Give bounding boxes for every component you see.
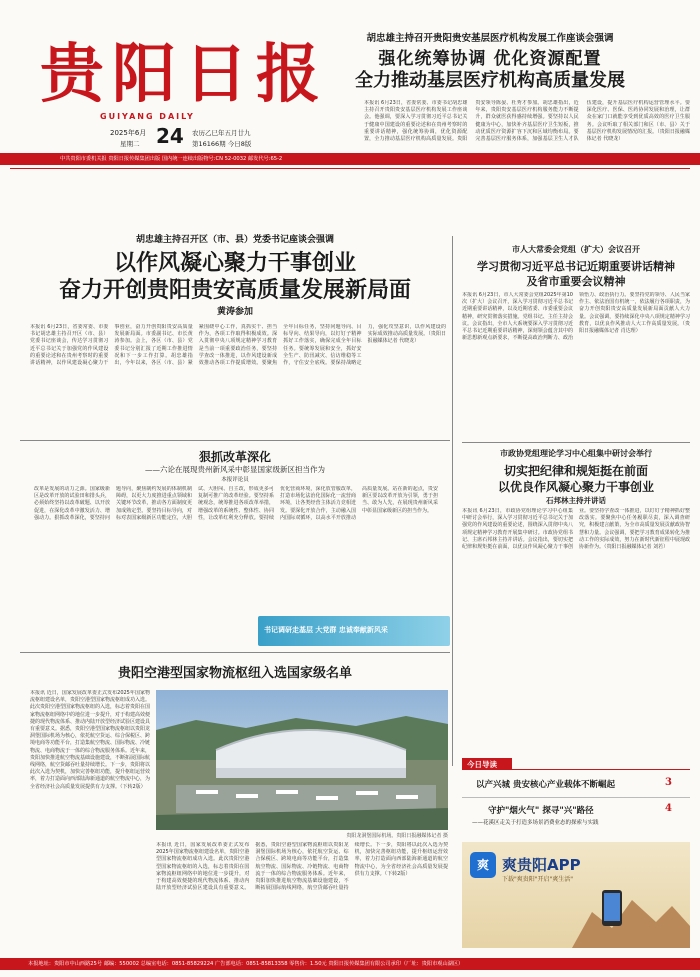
lead-story-sub: 黄涛参加 [216,307,253,317]
airport-photo-image [156,690,448,830]
divider [10,168,690,169]
masthead-issue: 第16166期 今日8版 [192,140,252,148]
right-story1-kicker: 市人大常委会党组（扩大）会议召开 [512,245,640,254]
lead-story-headline1: 以作风凝心聚力干事创业 [113,251,356,276]
guide-item-2-page: 4 [665,803,672,814]
commentary-body: 改革是发展的动力之源。国家级新区是改革开放的试验田和排头兵，必须始终坚持以改革破题、以开放促进，在深化改革中激发活力、增强动力。狠抓改革深化，要坚持问题导向，聚焦制约发展的体制机制障碍，以更大力度推进重点领域和关键环节改革，推动各方面制度更加成熟定型。要坚持目标导向，对标对表国家级新区功能定位，大胆试、大胆闯、自主改，形成更多可复制可推广的改革经验。要坚持系统观念，统筹推进各项改革举措，增强改革的系统性、整体性、协同性，让改革红利充分释放。要持续优化营商环境，深化放管服改革，打造市场化法治化国际化一流营商环境，让各类经营主体活力竞相迸发。要深化开放合作，主动融入国内国际双循环，以高水平开放推动高质量发展。站在新的起点，贵安新区要以改革开放为引领，勇于担当、敢为人先，在展现贵州新风采中彰显国家级新区的担当作为。 [34,486,438,521]
guide-title-bar [462,758,512,770]
divider [512,769,690,770]
lead-story-body: 本报讯 6月23日，省委常委、市委书记胡忠雄主持召开区（市、县）党委书记座谈会，传达学习贯彻习近平总书记关于加强党的作风建设的重要论述和在贵州考察时的重要讲话精神，以作风建设凝心聚力干事创业，奋力开创贵阳贵安高质量发展新局面。市委副书记、市长黄涛参加。会上，各区（市、县）党委书记分别汇报了近期工作推进情况和下一步工作打算。胡忠雄指出，今年以来，各区（市、县）紧紧围绕中心工作，真抓实干、担当作为，各项工作取得积极成效。深入贯彻中央八项规定精神学习教育是当前一项重要政治任务，要坚持学查改一体推进，以作风建设新成效推动各项工作提质增效。要聚焦全年目标任务，坚持问题导向、目标导向、结果导向，以钉钉子精神抓好工作落实，确保完成全年目标任务。要统筹发展和安全，抓好安全生产、防汛减灾、信访维稳等工作，守住安全底线。要保持战略定力，强化攻坚意识，以作风建设的实际成效推动高质量发展。（贵阳日报融媒体记者 代晓龙） [30,324,446,367]
right-story1-body: 本报讯 6月23日，市人大常委会党组2025年第10次（扩大）会议召开，深入学习贯彻习近平总书记近期重要讲话精神，以及近期省委、市委重要会议精神，研究贯彻落实措施。党组书记、主任主持会议。会议指出，全市人大系统要深入学习贯彻习近平总书记近期重要讲话精神，深刻领会蕴含其中的新思想新观点新要求，不断提高政治判断力、政治领悟力、政治执行力。要坚持党的领导、人民当家作主、依法治国有机统一，依法履行各项职责，为奋力开创贵阳贵安高质量发展新局面贡献人大力量。会议强调，要持续深化中央八项规定精神学习教育，以优良作风推动人大工作高质量发展。（贵阳日报融媒体记者 肖达理） [462,292,690,342]
right-story2-body: 本报讯 6月23日，市政协党组理论学习中心组集中研讨会举行，深入学习贯彻习近平总书记关于加强党的作风建设的重要论述，围绕深入贯彻中央八项规定精神学习教育开展集中研讨。市政协党组书记、主席石邦林主持并讲话。会议指出，要切实把纪律和规矩挺在前面，以优良作风凝心聚力干事创业。要坚持学查改一体推进，以钉钉子精神抓好整改落实。要聚焦中心任务履职尽责，深入调查研究，积极建言献策，为全市高质量发展贡献政协智慧和力量。会议强调，要把学习教育成果转化为推动工作的实际成效，努力在新时代新征程中展现政协新作为。（贵阳日报融媒体记者 刘若） [462,508,690,551]
guide-item-1-page: 3 [665,777,672,788]
top-story-headline2: 全力推动基层医疗机构高质量发展 [355,70,625,91]
airport-body: 本报讯 近日，国家发展改革委正式发布2025年国家物流枢纽建设名单，贵阳空港型国家物流枢纽成功入选。此次贵阳空港型国家物流枢纽的入选，标志着贵阳在国家物流枢纽网络中的地位进一步提升，对于构建高效便捷的现代物流体系、推动内陆开放型经济试验区建设具有重要意义。据悉，贵阳空港型国家物流枢纽以贵阳龙洞堡国际机场为核心，依托航空货运、综合保税区、跨境电商等功能平台，打造集航空物流、国际物流、冷链物流、电商物流于一体的综合物流服务体系。近年来，贵阳加快推进航空物流基础设施建设，不断拓展国际航线网络，航空货邮吞吐量持续增长。下一步，贵阳将以此次入选为契机，加快完善枢纽功能，提升枢纽运营效率，着力打造面向西部陆海新通道的航空物流中心，为全省经济社会高质量发展提供有力支撑。（下转2版） [30,690,150,790]
top-story-body: 本报讯 6月23日，省委常委、市委书记胡忠雄主持召开贵阳贵安基层医疗机构发展工作座谈会。他强调，要深入学习贯彻习近平总书记关于健康中国建设的重要论述和在贵州考察时的重要讲话精神，强化统筹协调，优化资源配置，全力推动基层医疗机构高质量发展。贵阳贵安领导陈晏、杜秀才参加。胡忠雄指出，近年来，贵阳贵安基层医疗机构服务能力不断提升，群众就医获得感持续增强。要坚持以人民健康为中心，加快补齐基层医疗卫生短板，推动优质医疗资源扩容下沉和区域均衡布局。要完善基层医疗服务体系，加强基层卫生人才队伍建设，提升基层医疗机构运营管理水平。要深化医疗、医保、医药协同发展和治理，让群众在家门口就能享受到优质高效的医疗卫生服务。会议听取了相关部门和区（市、县）关于基层医疗机构发展情况的汇报。（贵阳日报融媒体记者 代晓龙） [364,100,690,143]
app-ad-title: 爽贵阳APP [502,856,581,874]
airport-photo [156,690,448,830]
guide-item-1-text: 以产兴城 贵安核心产业载体不断崛起 [476,780,615,790]
guide-item-2-text: 守护"烟火气" 探寻"兴"路径 [488,806,594,816]
airport-body-cont [156,842,448,948]
promo-banner [258,616,450,646]
masthead-pinyin: GUIYANG DAILY [100,112,195,121]
divider [462,797,690,798]
divider [462,442,690,443]
guide-box [462,758,690,838]
masthead-weekday: 星期二 [120,140,140,148]
lead-story-kicker: 胡忠雄主持召开区（市、县）党委书记座谈会强调 [135,235,334,245]
app-ad-illustration [572,882,690,948]
masthead-title: 贵阳日报 [40,37,328,112]
masthead-strip: 中共贵阳市委机关报 贵阳日报传媒集团出版 国内统一连续出版物号:CN 52-0032 邮发代号:65-2 [0,153,700,165]
top-story-headline1: 强化统筹协调 优化资源配置 [378,49,602,69]
masthead-lunar: 农历乙巳年五月廿九 [192,129,251,137]
divider [452,236,453,766]
airport-caption: 贵阳龙洞堡国际机场。贵阳日报融媒体记者 摄 [346,833,448,839]
promo-banner-text: 书记调研走基层 大党群 忠诚奉献新风采 [264,626,388,634]
guide-item-1[interactable] [462,778,690,794]
airport-headline: 贵阳空港型国家物流枢纽入选国家级名单 [117,666,352,681]
footer-bar: 本报地址：贵阳市中山西路25号 邮编：550002 总编室电话：0851-85829224 广告部电话：0851-85813358 零售价：1.50元 贵阳日报传媒集团有限公司承印（厂址：贵阳市观山湖区） [0,958,700,970]
lead-story-headline2: 奋力开创贵阳贵安高质量发展新局面 [58,278,411,303]
masthead-day: 24 [156,124,184,148]
top-story-kicker: 胡忠雄主持召开贵阳贵安基层医疗机构发展工作座谈会强调 [366,33,614,44]
guide-item-2-sub: ——花溪区走关于打造多场景消费业态的探索与实践 [472,820,599,826]
right-story2-headline2: 以优良作风凝心聚力干事创业 [497,480,654,494]
right-story2-kicker: 市政协党组理论学习中心组集中研讨会举行 [500,449,652,458]
guide-title: 今日导读 [467,760,497,769]
app-ad-logo: 爽 [470,852,496,878]
app-ad-tagline: 下载"爽贵阳"开启"爽生活" [502,876,574,883]
guide-item-2[interactable] [462,804,690,834]
commentary-sub: ——六论在展现贵州新风采中彰显国家级新区担当作为 [145,465,325,474]
app-ad[interactable] [462,842,690,948]
commentary-byline: 本报评论员 [221,477,249,483]
right-story2-sub: 石邦林主持并讲话 [546,496,606,505]
right-story1-headline1: 学习贯彻习近平总书记近期重要讲话精神 [477,260,675,273]
divider [20,652,450,653]
right-story1-headline2: 及省市重要会议精神 [526,275,626,288]
airport-body-text: 本报讯 近日，国家发展改革委正式发布2025年国家物流枢纽建设名单，贵阳空港型国家物流枢纽成功入选。此次贵阳空港型国家物流枢纽的入选，标志着贵阳在国家物流枢纽网络中的地位进一步提升，对于构建高效便捷的现代物流体系、推动内陆开放型经济试验区建设具有重要意义。据悉，贵阳空港型国家物流枢纽以贵阳龙洞堡国际机场为核心，依托航空货运、综合保税区、跨境电商等功能平台，打造集航空物流、国际物流、冷链物流、电商物流于一体的综合物流服务体系。近年来，贵阳加快推进航空物流基础设施建设，不断拓展国际航线网络，航空货邮吞吐量持续增长。下一步，贵阳将以此次入选为契机，加快完善枢纽功能，提升枢纽运营效率，着力打造面向西部陆海新通道的航空物流中心，为全省经济社会高质量发展提供有力支撑。（下转2版） [156,842,448,892]
masthead-date: 2025年6月 [110,129,147,137]
divider [20,440,450,441]
commentary-headline: 狠抓改革深化 [198,450,271,464]
right-story2-headline1: 切实把纪律和规矩挺在前面 [503,464,648,478]
